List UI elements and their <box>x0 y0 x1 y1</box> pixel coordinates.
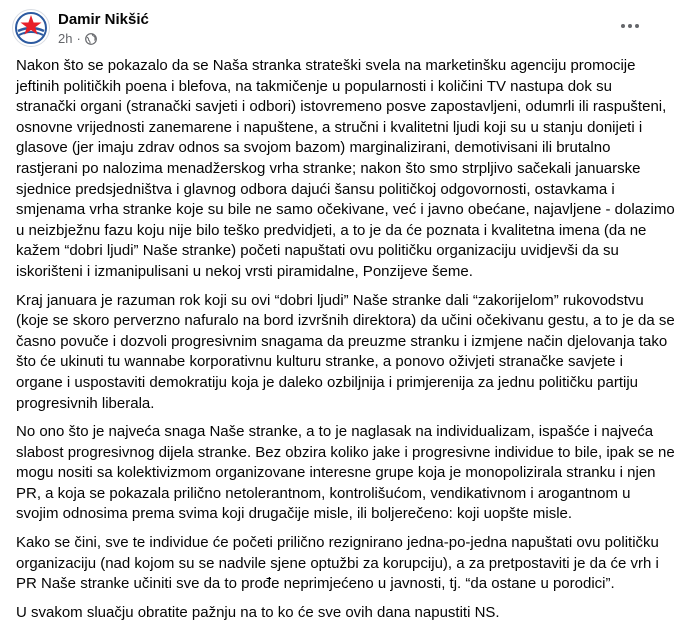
post-text-line: (koje se skoro perverzno nafuralo na bord izvršnih direktora) da učini očekivanu gestu, a to je da se <box>16 312 675 330</box>
avatar[interactable] <box>12 9 50 47</box>
post-text-line: organe i uspostaviti demokratiju koja je daleko ozbiljnija i primjerenija za jednu političku partiju <box>16 373 638 391</box>
post-text-line: jeftinih političkih poena i blefova, na takmičenje u popularnosti i količini TV nastupa dok su <box>16 77 612 95</box>
avatar-logo-icon <box>14 11 48 45</box>
globe-icon <box>85 33 97 45</box>
post-text-line: PR, a koja se pokazala prilično netolerantnom, kontrolišućom, vendikativnom i arogantnom u <box>16 484 631 502</box>
post-timestamp[interactable]: 2h <box>58 30 73 46</box>
post-text-line: mogu nositi sa kolektivizmom organizovane interesne grupe koja je monopolizirala stranku i njen <box>16 464 656 482</box>
post-time-row <box>58 31 149 47</box>
post-paragraph <box>16 56 675 283</box>
post-text-line: smjenama vrha stranke koje su bile ne samo očekivane, već i javno obećane, najavljene - dolazimo <box>16 201 675 219</box>
post-text-line: organizaciju (nad kojom su se nadvile sjene optužbi za korupciju), a za pretpostaviti je da će vrh i <box>16 554 659 572</box>
post-text-line: što će ukinuti tu wannabe korporativnu kulturu stranke, a ponovo oživjeti stranačke savjete i <box>16 353 624 371</box>
post-text-line: Nakon što se pokazalo da se Naša stranka strateški svela na marketinšku agenciju promocije <box>16 57 636 74</box>
post-text-line: glasove (jer imaju zdrav odnos sa svojom bazom) marginalizirani, demotivisani ili brutalno <box>16 139 611 157</box>
post-text-line: svojim odnosima prema svima koji drugačije misle, ili boljerečeno: koji uopšte misle. <box>16 505 573 523</box>
author-name[interactable]: Damir Nikšić <box>58 10 149 28</box>
more-options-icon[interactable] <box>615 14 645 38</box>
post-header <box>12 7 149 49</box>
post-text-line: PR Naše stranke učiniti sve da to prođe neprimjećeno u javnosti, tj. “da ostane u porodici”. <box>16 575 615 593</box>
post-text-line: sjednice predsjedništva i glavnog odbora dajući šansu političkoj odgovornosti, ostavkama i <box>16 180 615 198</box>
post-text-line: iskorišteni i izmanipulisani u nekoj vrsti piramidalne, Ponzijeve šeme. <box>16 262 473 280</box>
post-text-line: osnovne vrijednosti zanemarene i napuštene, a stručni i kvalitetni ljudi koji su u stanju donijeti i <box>16 118 643 136</box>
post-paragraph <box>16 533 659 595</box>
post-body <box>16 56 675 631</box>
post-text-line: progresivnih liberala. <box>16 394 155 412</box>
post-paragraph <box>16 422 675 525</box>
post-text-line: kažem “dobri ljudi” Naše stranke) početi napuštati ovu političku organizaciju uvidjevši da su <box>16 242 619 260</box>
post-text-line: U svakom sluačju obratite pažnju na to ko će sve ovih dana napustiti NS. <box>16 603 500 621</box>
post-paragraph <box>16 291 675 415</box>
post-text-line: u neizbježnu fazu koju nije bilo teško predvidjeti, a to je da će poznata i kvalitetna imena (da ne <box>16 221 647 239</box>
post-text-line: No ono što je najveća snaga Naše stranke, a to je naglasak na individualizam, ispašće i najveća <box>16 423 654 441</box>
separator-dot: · <box>76 30 81 46</box>
post-text-line: časno povuče i dozvoli progresivnim snagama da preuzme stranku i izmjene način djelovanja tako <box>16 332 668 350</box>
post-text-line: Kraj januara je razuman rok koji su ovi “dobri ljudi” Naše stranke dali “zakorijelom” rukovodstvu <box>16 291 644 309</box>
post-text-line: Kako se čini, sve te individue će početi prilično rezignirano jedna-po-jedna napuštati ovu političku <box>16 534 659 552</box>
post-text-line: stranački organi (stranački savjeti i odbori) istovremeno posve zapostavljeni, odumrli ili raspušteni, <box>16 98 667 116</box>
post-text-line: rastjerani po nalozima menadžerskog vrha stranke; nakon što smo strpljivo sačekali januarske <box>16 159 641 177</box>
post-meta <box>58 10 149 47</box>
post-text-line: slabost progresivnog dijela stranke. Bez obzira koliko jake i progresivne individue to bile, ipak se ne <box>16 443 675 461</box>
post-paragraph <box>16 603 655 624</box>
